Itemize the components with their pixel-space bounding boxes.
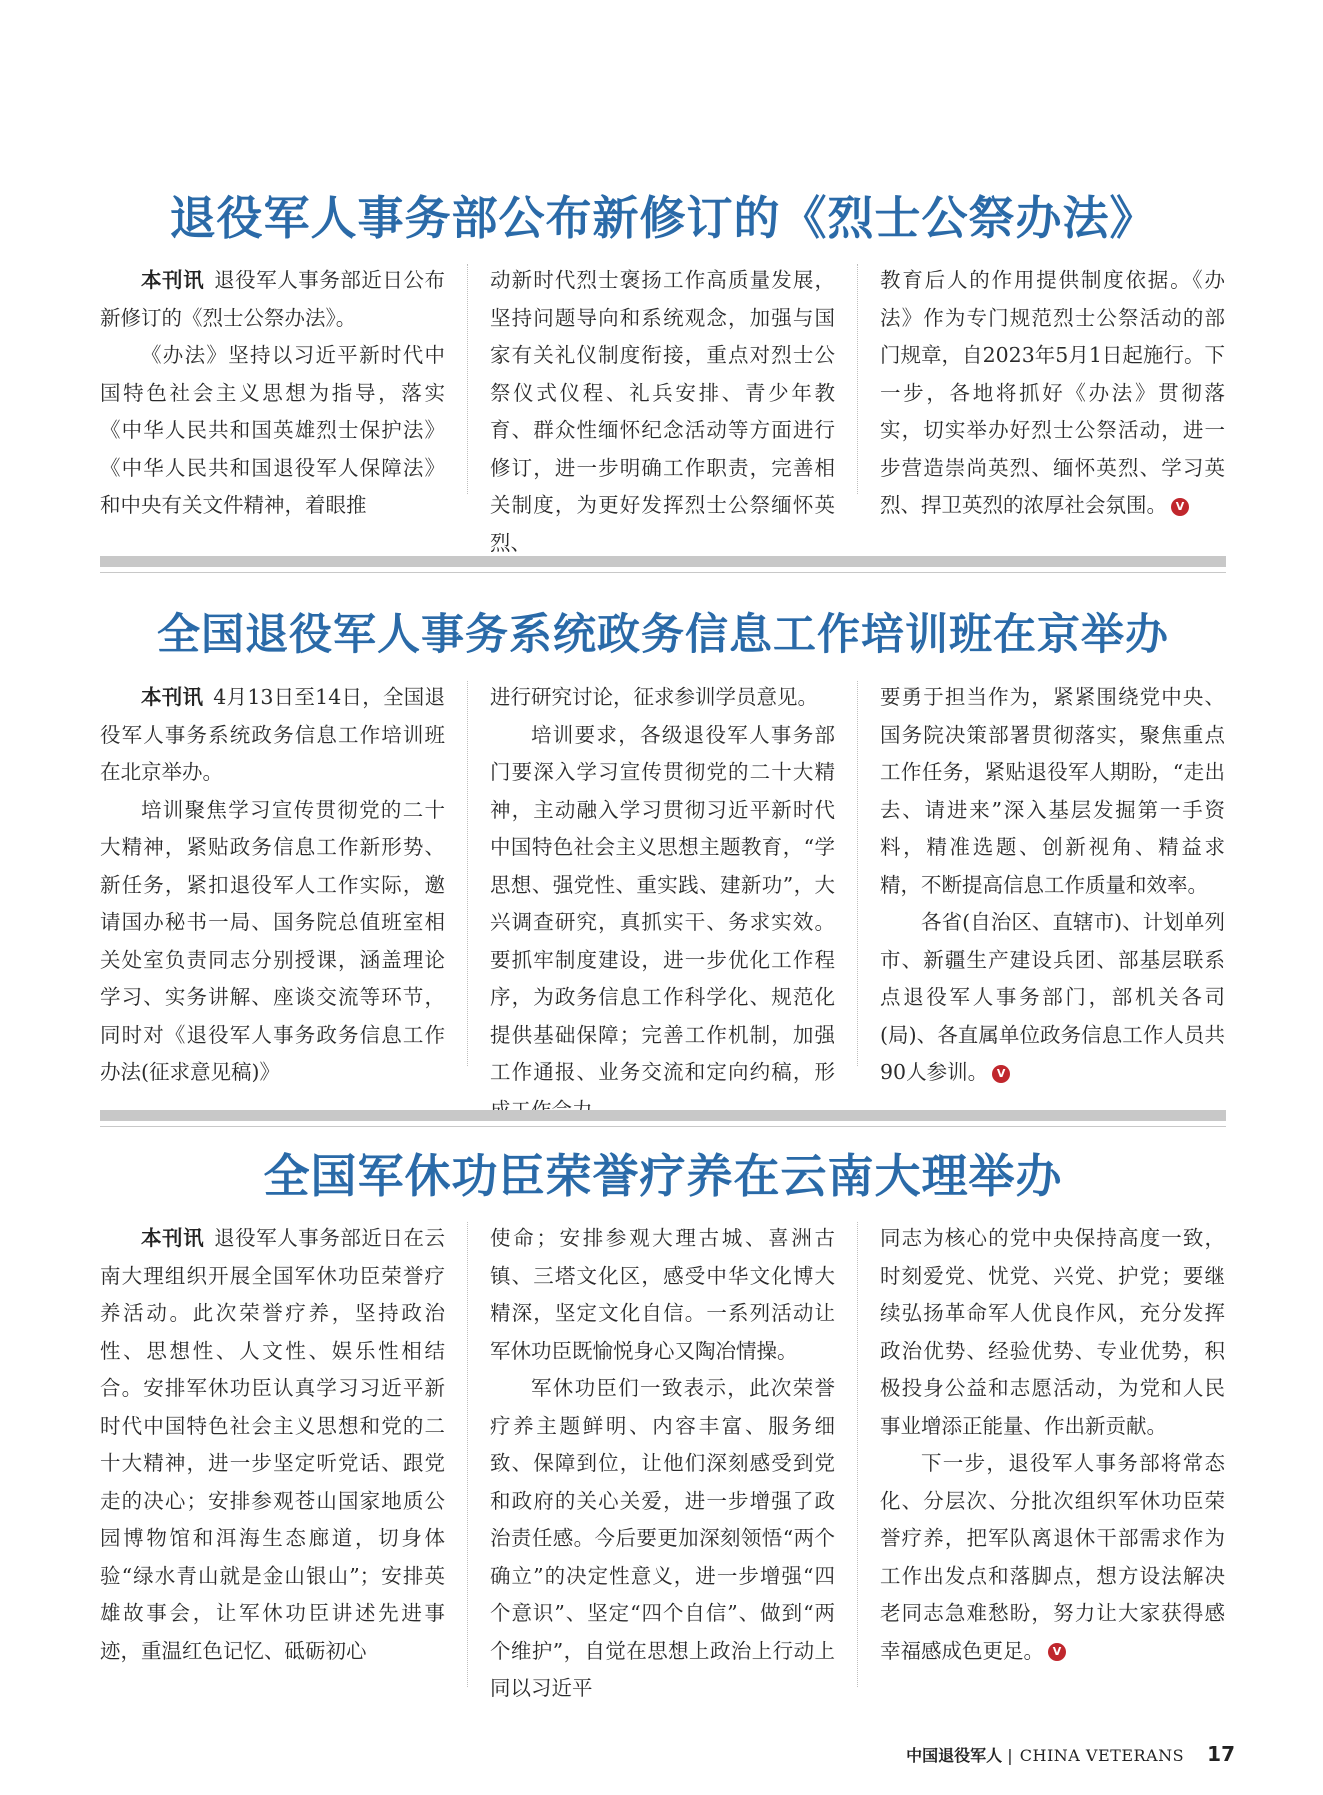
section-divider: [100, 1110, 1226, 1127]
end-mark-icon: V: [992, 1065, 1010, 1083]
lead-tag: 本刊讯: [141, 685, 204, 709]
column-3: [880, 1220, 1225, 1670]
column-divider: [857, 264, 858, 494]
column-2: [490, 1220, 835, 1708]
column-divider: [857, 1222, 858, 1687]
paragraph: 要勇于担当作为，紧紧围绕党中央、国务院决策部署贯彻落实，聚焦重点工作任务，紧贴退役军人期盼，“走出去、请进来”深入基层发掘第一手资料，精准选题、创新视角、精益求精，不断提高信息工作质量和效率。: [880, 685, 1225, 897]
magazine-english-name: CHINA VETERANS: [1019, 1746, 1185, 1765]
paragraph: 动新时代烈士褒扬工作高质量发展，坚持问题导向和系统观念，加强与国家有关礼仪制度衔接，重点对烈士公祭仪式仪程、礼兵安排、青少年教育、群众性缅怀纪念活动等方面进行修订，进一步明确工作职责，完善相关制度，为更好发挥烈士公祭缅怀英烈、: [490, 268, 835, 555]
footer-separator: |: [1007, 1746, 1013, 1765]
article-title: 全国军休功臣荣誉疗养在云南大理举办: [263, 1149, 1063, 1203]
end-mark-icon: V: [1048, 1643, 1066, 1661]
section-divider: [100, 556, 1226, 573]
paragraph: 同志为核心的党中央保持高度一致，时刻爱党、忧党、兴党、护党；要继续弘扬革命军人优良作风，充分发挥政治优势、经验优势、专业优势，积极投身公益和志愿活动，为党和人民事业增添正能量、作出新贡献。: [880, 1226, 1225, 1438]
column-3: [880, 679, 1225, 1092]
column-1: [100, 262, 445, 525]
article-1: [100, 190, 1226, 555]
article-2: [100, 607, 1226, 1084]
column-2: [490, 262, 835, 562]
paragraph: 下一步，退役军人事务部将常态化、分层次、分批次组织军休功臣荣誉疗养，把军队离退休干部需求作为工作出发点和落脚点，想方设法解决老同志急难愁盼，努力让大家获得感幸福感成色更足。: [880, 1451, 1225, 1663]
column-1: [100, 679, 445, 1092]
magazine-name: 中国退役军人: [906, 1746, 1003, 1765]
page-footer: [906, 1742, 1235, 1766]
paragraph: 培训聚焦学习宣传贯彻党的二十大精神，紧贴政务信息工作新形势、新任务，紧扣退役军人工作实际，邀请国办秘书一局、国务院总值班室相关处室负责同志分别授课，涵盖理论学习、实务讲解、座谈交流等环节，同时对《退役军人事务政务信息工作办法(征求意见稿)》: [100, 797, 445, 1084]
lead-tag: 本刊讯: [141, 268, 205, 292]
column-2: [490, 679, 835, 1129]
article-3: [100, 1148, 1226, 1700]
page-number: 17: [1207, 1742, 1235, 1766]
paragraph: 4月13日至14日，全国退役军人事务系统政务信息工作培训班在北京举办。: [100, 685, 446, 784]
column-divider: [467, 1222, 468, 1687]
column-3: [880, 262, 1225, 525]
article-title: 退役军人事务部公布新修订的《烈士公祭办法》: [169, 191, 1157, 245]
paragraph: 各省(自治区、直辖市)、计划单列市、新疆生产建设兵团、部基层联系点退役军人事务部门，部机关各司(局)、各直属单位政务信息工作人员共90人参训。: [880, 910, 1225, 1084]
column-divider: [467, 681, 468, 1066]
column-divider: [857, 681, 858, 1066]
lead-tag: 本刊讯: [141, 1226, 205, 1250]
column-divider: [467, 264, 468, 494]
paragraph: 《办法》坚持以习近平新时代中国特色社会主义思想为指导，落实《中华人民共和国英雄烈士保护法》《中华人民共和国退役军人保障法》和中央有关文件精神，着眼推: [100, 343, 445, 517]
end-mark-icon: V: [1171, 498, 1189, 516]
paragraph: 军休功臣们一致表示，此次荣誉疗养主题鲜明、内容丰富、服务细致、保障到位，让他们深刻感受到党和政府的关心关爱，进一步增强了政治责任感。今后要更加深刻领悟“两个确立”的决定性意义，进一步增强“四个意识”、坚定“四个自信”、做到“两个维护”，自觉在思想上政治上行动上同以习近平: [490, 1376, 835, 1700]
paragraph: 教育后人的作用提供制度依据。《办法》作为专门规范烈士公祭活动的部门规章，自2023年5月1日起施行。下一步，各地将抓好《办法》贯彻落实，切实举办好烈士公祭活动，进一步营造崇尚英烈、缅怀英烈、学习英烈、捍卫英烈的浓厚社会氛围。: [880, 268, 1225, 517]
paragraph: 退役军人事务部近日在云南大理组织开展全国军休功臣荣誉疗养活动。此次荣誉疗养，坚持政治性、思想性、人文性、娱乐性相结合。安排军休功臣认真学习习近平新时代中国特色社会主义思想和党的二十大精神，进一步坚定听党话、跟党走的决心；安排参观苍山国家地质公园博物馆和洱海生态廊道，切身体验“绿水青山就是金山银山”；安排英雄故事会，让军休功臣讲述先进事迹，重温红色记忆、砥砺初心: [100, 1226, 446, 1663]
paragraph: 进行研究讨论，征求参训学员意见。: [490, 685, 818, 709]
article-title: 全国退役军人事务系统政务信息工作培训班在京举办: [157, 610, 1169, 660]
paragraph: 退役军人事务部近日公布新修订的《烈士公祭办法》。: [100, 268, 446, 330]
paragraph: 使命；安排参观大理古城、喜洲古镇、三塔文化区，感受中华文化博大精深，坚定文化自信。一系列活动让军休功臣既愉悦身心又陶冶情操。: [490, 1226, 835, 1363]
column-1: [100, 1220, 445, 1670]
paragraph: 培训要求，各级退役军人事务部门要深入学习宣传贯彻党的二十大精神，主动融入学习贯彻习近平新时代中国特色社会主义思想主题教育，“学思想、强党性、重实践、建新功”，大兴调查研究，真抓实干、务求实效。要抓牢制度建设，进一步优化工作程序，为政务信息工作科学化、规范化提供基础保障；完善工作机制，加强工作通报、业务交流和定向约稿，形: [490, 722, 835, 1084]
